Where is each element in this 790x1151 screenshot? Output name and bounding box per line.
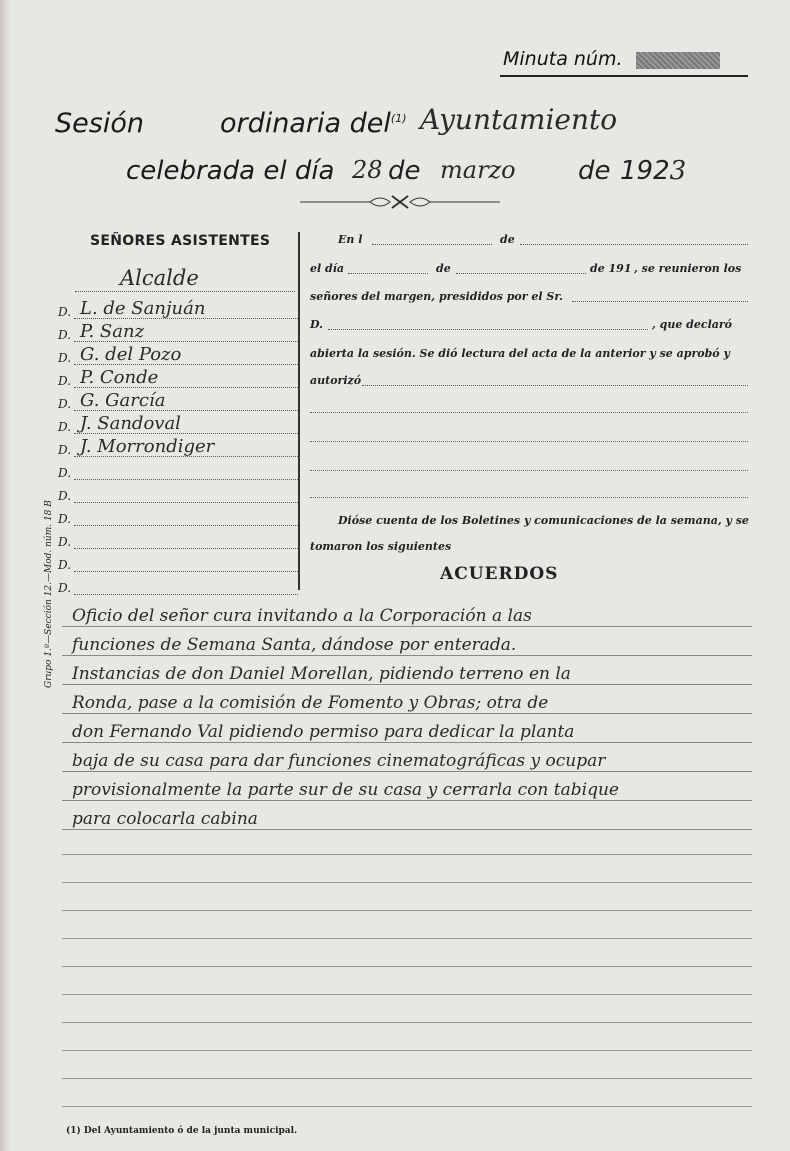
footnote: (1) Del Ayuntamiento ó de la junta municipal. — [66, 1126, 298, 1136]
attendee-row: D. — [58, 507, 298, 529]
attendee-row: D. — [58, 484, 298, 506]
form-autorizo: autorizó — [310, 374, 362, 387]
attendee-row: D. G. del Pozo — [58, 346, 298, 368]
blank-line — [62, 1106, 752, 1107]
form-dotline — [456, 273, 586, 274]
form-dotline — [328, 329, 648, 330]
asistentes-title: SEÑORES ASISTENTES — [90, 233, 271, 249]
month-handwritten: marzo — [440, 156, 516, 184]
acuerdo-line: Oficio del señor cura invitando a la Corporación a las — [62, 598, 752, 630]
blank-line — [62, 1078, 752, 1079]
blank-line — [62, 854, 752, 855]
form-en-label: En l — [338, 233, 363, 246]
blank-line — [62, 1050, 752, 1051]
acuerdo-line: baja de su casa para dar funciones cinematográficas y ocupar — [62, 743, 752, 775]
form-dotline — [520, 244, 748, 245]
alcalde-label: Alcalde — [120, 266, 199, 290]
form-de-label: de — [500, 233, 515, 246]
attendee-row: D. P. Sanz — [58, 323, 298, 345]
acuerdo-line: para colocarla cabina — [62, 801, 752, 833]
form-dotline — [348, 273, 428, 274]
form-diose-1: Dióse cuenta de los Boletines y comunicaciones de la semana, y se — [338, 514, 749, 527]
ornament-divider — [300, 192, 500, 212]
acuerdo-line: funciones de Semana Santa, dándose por enterada. — [62, 627, 752, 659]
form-de-label-b: de — [436, 262, 451, 275]
attendee-row: D. L. de Sanjuán — [58, 300, 298, 322]
page-edge — [0, 0, 10, 1151]
form-blank-line — [310, 412, 748, 413]
form-dotline — [572, 301, 748, 302]
sesion-type: ordinaria del$^{(1)}$ — [220, 108, 407, 139]
attendee-row: D. J. Morrondiger — [58, 438, 298, 460]
form-de-191: de 191 — [590, 262, 632, 275]
blank-line — [62, 994, 752, 995]
attendee-row: D. — [58, 530, 298, 552]
attendee-row: D. G. García — [58, 392, 298, 414]
attendee-row: D. — [58, 553, 298, 575]
day-handwritten: 28 — [352, 156, 383, 184]
form-el-dia: el día — [310, 262, 345, 275]
acuerdo-line: Ronda, pase a la comisión de Fomento y Obras; otra de — [62, 685, 752, 717]
de-label-2: de — [578, 156, 611, 186]
form-dotline — [362, 385, 748, 386]
acuerdos-title: ACUERDOS — [440, 564, 559, 584]
de-label: de — [388, 156, 421, 186]
blank-line — [62, 882, 752, 883]
form-diose-2: tomaron los siguientes — [310, 540, 452, 553]
alcalde-rule — [75, 291, 295, 292]
year: 1923 — [620, 156, 687, 186]
minuta-rule — [500, 75, 748, 77]
attendee-row: D. J. Sandoval — [58, 415, 298, 437]
blank-line — [62, 966, 752, 967]
form-dotline — [372, 244, 492, 245]
form-abierta: abierta la sesión. Se dió lectura del acta de la anterior y se aprobó y — [310, 347, 730, 360]
form-blank-line — [310, 441, 748, 442]
minuta-number-redacted — [636, 52, 720, 69]
footnote-marker: (1) — [390, 112, 407, 125]
form-blank-line — [310, 470, 748, 471]
column-divider — [298, 232, 300, 590]
attendee-row: D. — [58, 461, 298, 483]
attendee-row: D. — [58, 576, 298, 598]
blank-line — [62, 938, 752, 939]
minuta-label: Minuta núm. — [503, 48, 623, 70]
body-handwritten: Ayuntamiento — [420, 103, 618, 136]
acuerdo-line: Instancias de don Daniel Morellan, pidiendo terreno en la — [62, 656, 752, 688]
acuerdo-line: provisionalmente la parte sur de su casa y cerrarla con tabique — [62, 772, 752, 804]
side-form-code: Grupo 1.º—Sección 12.—Mod. núm. 18 B — [44, 500, 54, 688]
blank-line — [62, 910, 752, 911]
form-blank-line — [310, 497, 748, 498]
form-se-reunieron: , se reunieron los — [634, 262, 742, 275]
form-d-label: D. — [310, 318, 323, 331]
acuerdo-line: don Fernando Val pidiendo permiso para dedicar la planta — [62, 714, 752, 746]
form-que-declaro: , que declaró — [652, 318, 733, 331]
sesion-label: Sesión — [55, 108, 144, 139]
blank-line — [62, 1022, 752, 1023]
attendee-row: D. P. Conde — [58, 369, 298, 391]
form-senores-margen: señores del margen, presididos por el Sr. — [310, 290, 563, 303]
celebrada-label: celebrada el día — [126, 156, 335, 186]
